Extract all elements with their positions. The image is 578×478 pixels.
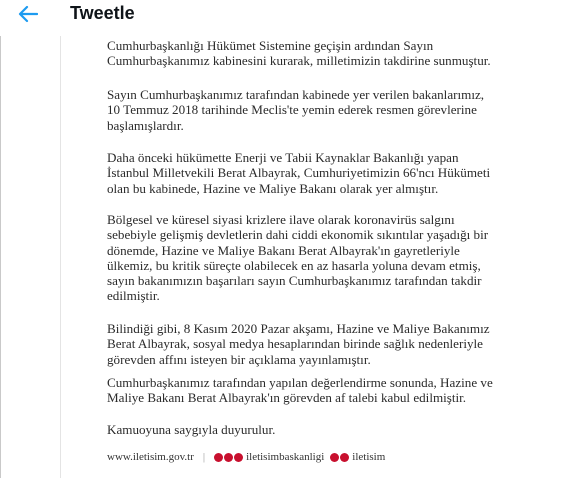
document-footer xyxy=(107,449,385,465)
paragraph-3: Daha önceki hükümette Enerji ve Tabii Kaynaklar Bakanlığı yapan İstanbul Milletvekili Berat Albayrak, Cumhuriyetimizin 66'ncı Hükümeti olan bu kabinede, Hazine ve Maliye Bakanı olarak yer almıştır. xyxy=(107,150,491,196)
paragraph-5: Bilindiği gibi, 8 Kasım 2020 Pazar akşamı, Hazine ve Maliye Bakanımız Berat Albayrak, sosyal medya hesaplarından birinde sağlık nedenleriyle görevden affını isteyen bir açıklama yayınlamıştır. xyxy=(107,321,490,367)
paragraph-2: Sayın Cumhurbaşkanımız tarafından kabinede yer verilen bakanlarımız, 10 Temmuz 2018 tarihinde Meclis'te yemin ederek resmen görevlerine başlamışlardır. xyxy=(107,87,485,133)
press-release-image[interactable] xyxy=(60,36,576,478)
paragraph-4: Bölgesel ve küresel siyasi krizlere ilave olarak koronavirüs salgını sebebiyle gelişmiş devletlerin dahi ciddi ekonomik sıkıntılar yaşadığı bir dönemde, Hazine ve Maliye Bakanı Berat Albayrak'ın gayretleriyle ülkemiz, bu kritik süreçte olabilecek en az hasarla yoluna devam etmiş, sayın bakanımızın başarıları sayın Cumhurbaşkanımız tarafından takdir edilmiştir. xyxy=(107,212,489,304)
social-icons-primary xyxy=(214,453,243,462)
youtube-icon xyxy=(234,453,243,462)
paragraph-7: Kamuoyuna saygıyla duyurulur. xyxy=(107,422,276,437)
social-icons-secondary xyxy=(330,453,349,462)
footer-separator: | xyxy=(202,451,206,463)
handle-secondary: iletisim xyxy=(352,451,386,463)
website-link: www.iletisim.gov.tr xyxy=(107,451,194,463)
handle-primary: iletisimbaskanligi xyxy=(246,451,325,463)
arrow-left-icon xyxy=(18,5,38,23)
top-bar xyxy=(0,0,578,32)
twitter-icon xyxy=(330,453,339,462)
instagram-icon xyxy=(224,453,233,462)
back-button[interactable] xyxy=(14,2,42,26)
paragraph-6: Cumhurbaşkanımız tarafından yapılan değerlendirme sonunda, Hazine ve Maliye Bakanı Berat Albayrak'ın görevden af talebi kabul edilmiştir. xyxy=(107,375,493,406)
instagram-icon-secondary xyxy=(340,453,349,462)
paragraph-1: Cumhurbaşkanlığı Hükümet Sistemine geçişin ardından Sayın Cumhurbaşkanımız kabinesini kurarak, milletimizin takdirine sunmuştur. xyxy=(107,38,491,69)
facebook-icon xyxy=(214,453,223,462)
page-title: Tweetle xyxy=(70,3,135,23)
